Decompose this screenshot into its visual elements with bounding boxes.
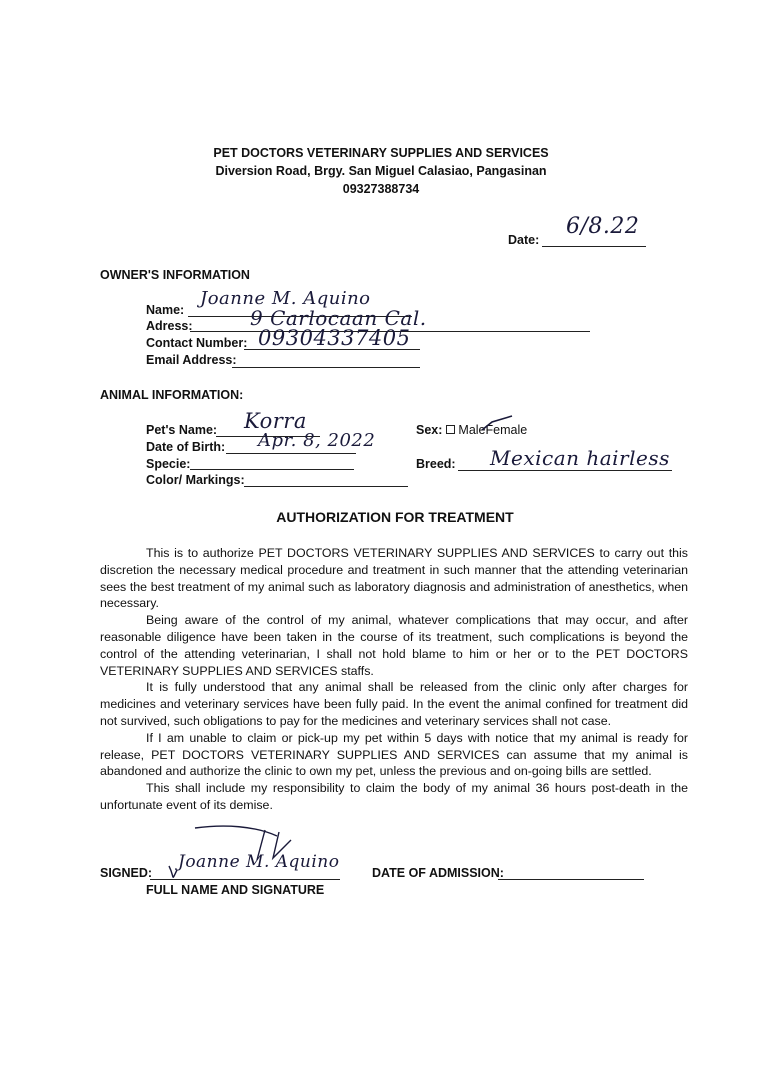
- owner-address-value[interactable]: 9 Carlocaan Cal.: [250, 306, 427, 330]
- sex-male-option: Male: [458, 423, 486, 437]
- signed-label: SIGNED:: [100, 866, 153, 880]
- authorization-paragraph: This is to authorize PET DOCTORS VETERINARY SUPPLIES AND SERVICES to carry out this discretion the necessary medical procedure and treatment in such manner that the attending veterinarian sees the best treatment of my animal such as laboratory diagnosis and administration of anesthetics, when necessary.: [100, 546, 688, 611]
- clinic-address: Diversion Road, Brgy. San Miguel Calasiao, Pangasinan: [215, 164, 547, 178]
- owner-email-line: [232, 367, 420, 368]
- pet-name-label: Pet's Name:: [146, 423, 218, 437]
- owner-contact-label: Contact Number:: [146, 336, 248, 350]
- male-checkbox[interactable]: [446, 425, 455, 434]
- clinic-name: PET DOCTORS VETERINARY SUPPLIES AND SERVICES: [213, 146, 549, 160]
- animal-section-title: ANIMAL INFORMATION:: [100, 388, 244, 402]
- breed-value[interactable]: Mexican hairless: [490, 446, 670, 470]
- sex-female-option: Female: [485, 423, 528, 437]
- authorization-paragraph: It is fully understood that any animal shall be released from the clinic only after charges for medicines and veterinary services have been fully paid. In the event the animal confined for treatment did not survived, such obligations to pay for the medicines and veterinary services shall not case.: [100, 680, 688, 728]
- date-line: [542, 246, 646, 247]
- clinic-phone: 09327388734: [342, 182, 420, 196]
- authorization-title: AUTHORIZATION FOR TREATMENT: [276, 509, 514, 525]
- authorization-body: [100, 545, 688, 814]
- pet-name-value[interactable]: Korra: [244, 409, 307, 433]
- color-label: Color/ Markings:: [146, 473, 245, 487]
- specie-line: [190, 469, 354, 470]
- owner-name-value[interactable]: Joanne M. Aquino: [200, 288, 371, 309]
- authorization-paragraph: If I am unable to claim or pick-up my pet within 5 days with notice that my animal is ready for release, PET DOCTORS VETERINARY SUPPLIES AND SERVICES can assume that my animal is abandoned and authorize the clinic to own my pet, unless the previous and on-going bills are settled.: [100, 730, 688, 779]
- date-value[interactable]: 6/8.22: [566, 214, 640, 239]
- owner-section-title: OWNER'S INFORMATION: [100, 268, 250, 282]
- female-check-mark: [478, 414, 538, 434]
- breed-line: [458, 470, 672, 471]
- owner-address-label: Adress:: [146, 319, 193, 333]
- dob-value[interactable]: Apr. 8, 2022: [258, 430, 376, 451]
- owner-contact-value[interactable]: 09304337405: [258, 326, 411, 350]
- dob-label: Date of Birth:: [146, 440, 226, 454]
- dob-line: [226, 453, 356, 454]
- signed-value[interactable]: Joanne M. Aquino: [178, 852, 340, 872]
- authorization-paragraph: This shall include my responsibility to claim the body of my animal 36 hours post-death in the unfortunate event of its demise.: [100, 781, 688, 812]
- breed-label: Breed:: [416, 457, 456, 471]
- admission-date-line: [498, 879, 644, 880]
- sex-label: Sex:: [416, 423, 443, 437]
- admission-date-label: DATE OF ADMISSION:: [372, 866, 504, 880]
- authorization-paragraph: Being aware of the control of my animal, whatever complications that may occur, and after reasonable diligence have been taken in the course of its treatment, such complications is beyond the control of the attending veterinarian, I shall not hold blame to him or her or to the PET DOCTORS VETERINARY SUPPLIES AND SERVICES staffs.: [100, 613, 688, 678]
- owner-name-label: Name:: [146, 303, 185, 317]
- owner-email-label: Email Address:: [146, 353, 237, 367]
- signature-caption: FULL NAME AND SIGNATURE: [146, 883, 325, 897]
- date-label: Date:: [508, 233, 540, 247]
- specie-label: Specie:: [146, 457, 191, 471]
- color-line: [244, 486, 408, 487]
